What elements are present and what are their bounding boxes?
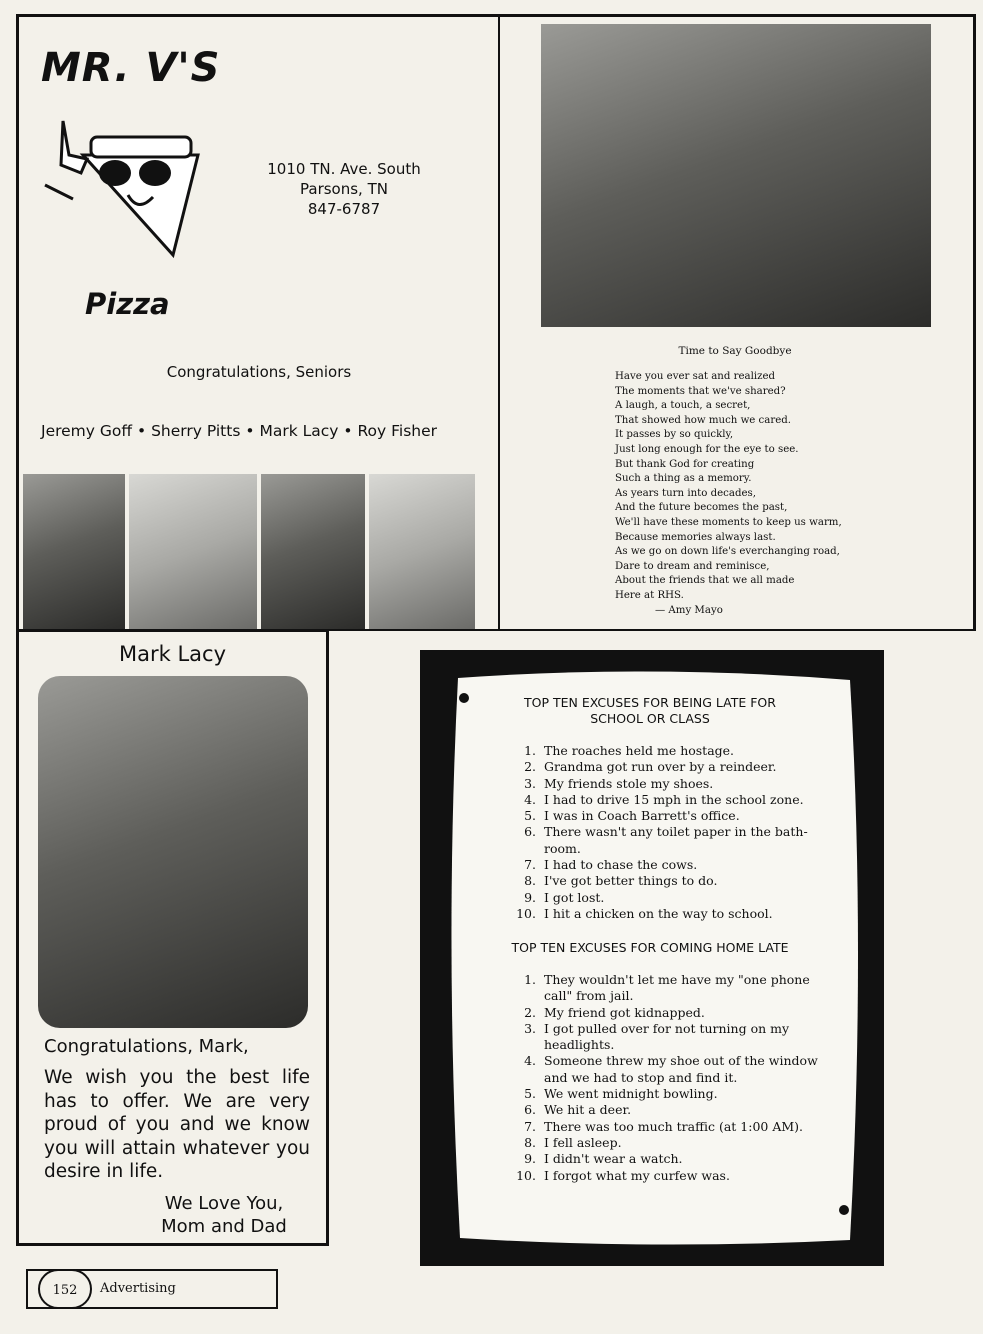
poem-line: The moments that we've shared? — [615, 385, 786, 397]
senior-photo — [23, 474, 125, 629]
list-item: 6. We hit a deer. — [524, 1102, 632, 1118]
senior-name: Jeremy Goff — [41, 422, 133, 440]
list-item: 7. There was too much traffic (at 1:00 AM). — [524, 1118, 803, 1134]
ad-signature — [129, 1192, 319, 1238]
bullet-separator: • — [137, 422, 147, 440]
poem-line: Have you ever sat and realized — [615, 371, 776, 382]
school-excuses-list — [514, 743, 824, 922]
poem-line: It passes by so quickly, — [615, 429, 734, 441]
page-number: 152 — [38, 1269, 92, 1309]
list-item: 2. Grandma got run over by a reindeer. — [524, 759, 777, 775]
senior-name: Sherry Pitts — [151, 422, 241, 440]
poem-line: Because memories always last. — [615, 531, 776, 543]
group-photo — [541, 24, 931, 327]
senior-photo — [369, 474, 475, 629]
senior-name: Mark Lacy — [259, 422, 339, 440]
poem-line: About the friends that we all made — [615, 575, 795, 587]
senior-names — [41, 422, 501, 440]
poem-line: Just long enough for the eye to see. — [615, 443, 799, 455]
poem-author: — Amy Mayo — [655, 604, 723, 616]
poem-panel — [498, 14, 976, 631]
list-item: 6. There wasn't any toilet paper in the bath-room. — [524, 824, 808, 856]
address-block — [244, 159, 444, 219]
bullet-separator: • — [343, 422, 353, 440]
poem-title: Time to Say Goodbye — [678, 345, 792, 357]
list-item: 4. Someone threw my shoe out of the window and we had to stop and find it. — [524, 1053, 818, 1085]
list-item: 10. I forgot what my curfew was. — [516, 1167, 730, 1183]
excuses-frame — [420, 650, 884, 1266]
mr-v-ad — [16, 14, 500, 631]
congrats-seniors: Congratulations, Seniors — [166, 363, 352, 381]
poem-line: We'll have these moments to keep us warm, — [615, 516, 842, 528]
list-item: 2. My friend got kidnapped. — [524, 1004, 705, 1020]
list-item: 5. I was in Coach Barrett's office. — [524, 808, 740, 824]
poem-line: Such a thing as a memory. — [615, 473, 752, 485]
list-item: 3. I got pulled over for not turning on my headlights. — [524, 1020, 790, 1053]
list-item: 9. I got lost. — [524, 889, 605, 905]
list-item: 10. I hit a chicken on the way to school. — [516, 905, 773, 921]
senior-photo — [261, 474, 365, 629]
list-item: 4. I had to drive 15 mph in the school zone. — [524, 791, 804, 807]
pizza-mascot-logo — [43, 115, 203, 260]
mark-lacy-ad — [16, 629, 329, 1246]
product-label: Pizza — [85, 287, 170, 321]
ad-message: We wish you the best life has to offer. We are very proud of you and we know you will attain whatever you desire in life. — [44, 1067, 310, 1182]
signature-line2: Mom and Dad — [161, 1216, 287, 1237]
list-item: 9. I didn't wear a watch. — [524, 1151, 683, 1167]
senior-name: Roy Fisher — [357, 422, 438, 440]
home-excuses-list — [514, 972, 824, 1184]
list-item: 7. I had to chase the cows. — [524, 857, 698, 873]
list-item: 1. The roaches held me hostage. — [524, 743, 735, 758]
poem-body — [615, 370, 842, 618]
address-line1: 1010 TN. Ave. South — [267, 160, 421, 178]
ad-greeting: Congratulations, Mark, — [44, 1036, 249, 1057]
phone: 847-6787 — [307, 200, 381, 218]
school-title: TOP TEN EXCUSES FOR BEING LATE FOR SCHOOL OR CLASS — [524, 695, 776, 726]
poem-line: Here at RHS. — [615, 589, 684, 601]
ad-name: Mark Lacy — [119, 642, 226, 666]
poem-line: Dare to dream and reminisce, — [615, 560, 770, 572]
address-line2: Parsons, TN — [300, 180, 388, 198]
list-item: 3. My friends stole my shoes. — [524, 775, 714, 791]
poem-line: That showed how much we cared. — [615, 414, 791, 426]
list-item: 5. We went midnight bowling. — [524, 1086, 718, 1102]
poem-line: A laugh, a touch, a secret, — [615, 400, 751, 412]
baby-photo — [38, 676, 308, 1028]
list-item: 8. I've got better things to do. — [524, 873, 718, 889]
section-label: Advertising — [100, 1281, 176, 1296]
senior-photo — [129, 474, 257, 629]
signature-line1: We Love You, — [164, 1193, 284, 1214]
poem-line: But thank God for creating — [615, 458, 755, 470]
list-item: 8. I fell asleep. — [524, 1134, 622, 1150]
business-name: MR. V'S — [41, 45, 221, 91]
poem-line: As years turn into decades, — [615, 487, 756, 499]
poem-line: And the future becomes the past, — [615, 502, 788, 514]
poem-line: As we go on down life's everchanging road, — [615, 546, 840, 558]
home-title: TOP TEN EXCUSES FOR COMING HOME LATE — [511, 940, 789, 955]
bullet-separator: • — [245, 422, 255, 440]
list-item: 1. They wouldn't let me have my "one phone call" from jail. — [524, 972, 810, 1004]
page-footer — [26, 1269, 278, 1309]
